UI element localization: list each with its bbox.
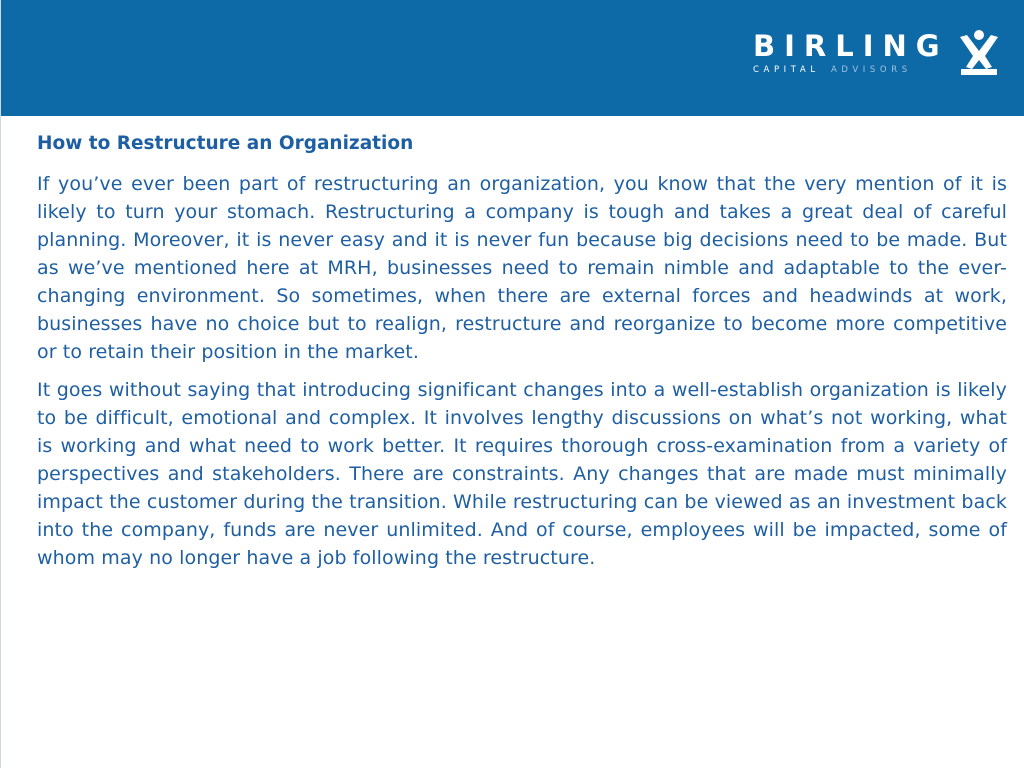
paragraph-2: It goes without saying that introducing significant changes into a well-establish organization is likely to be difficult, emotional and complex. It involves lengthy discussions on what’s not working, what is working and what need to work better. It requires thorough cross-examination from a variety of perspectives and stakeholders. There are constraints. Any changes that are made must minimally impact the customer during the transition. While restructuring can be viewed as an investment back into the company, funds are never unlimited. And of course, employees will be impacted, some of whom may no longer have a job following the restructure. <box>37 379 1007 569</box>
brand-sub-advisors: ADVISORS <box>830 65 912 75</box>
paragraph-1: If you’ve ever been part of restructuring an organization, you know that the very mention of it is likely to turn your stomach. Restructuring a company is tough and takes a great deal of careful planning. Moreover, it is never easy and it is never fun because big decisions need to be made. But as we’ve mentioned here at MRH, businesses need to remain nimble and adaptable to the ever-changing environment. So sometimes, when there are external forces and headwinds at work, businesses have no choice but to realign, restructure and reorganize to become more competitive or to retain their position in the market. <box>37 173 1007 363</box>
document-body <box>37 130 1007 582</box>
header-bar <box>1 0 1024 116</box>
brand-logo <box>753 28 949 76</box>
brand-sub-capital: CAPITAL <box>753 65 820 75</box>
brand-subtitle <box>753 64 949 76</box>
brand-name: BIRLING <box>753 29 949 63</box>
birling-figure-logo-icon <box>959 29 999 77</box>
page-title: How to Restructure an Organization <box>37 133 414 154</box>
